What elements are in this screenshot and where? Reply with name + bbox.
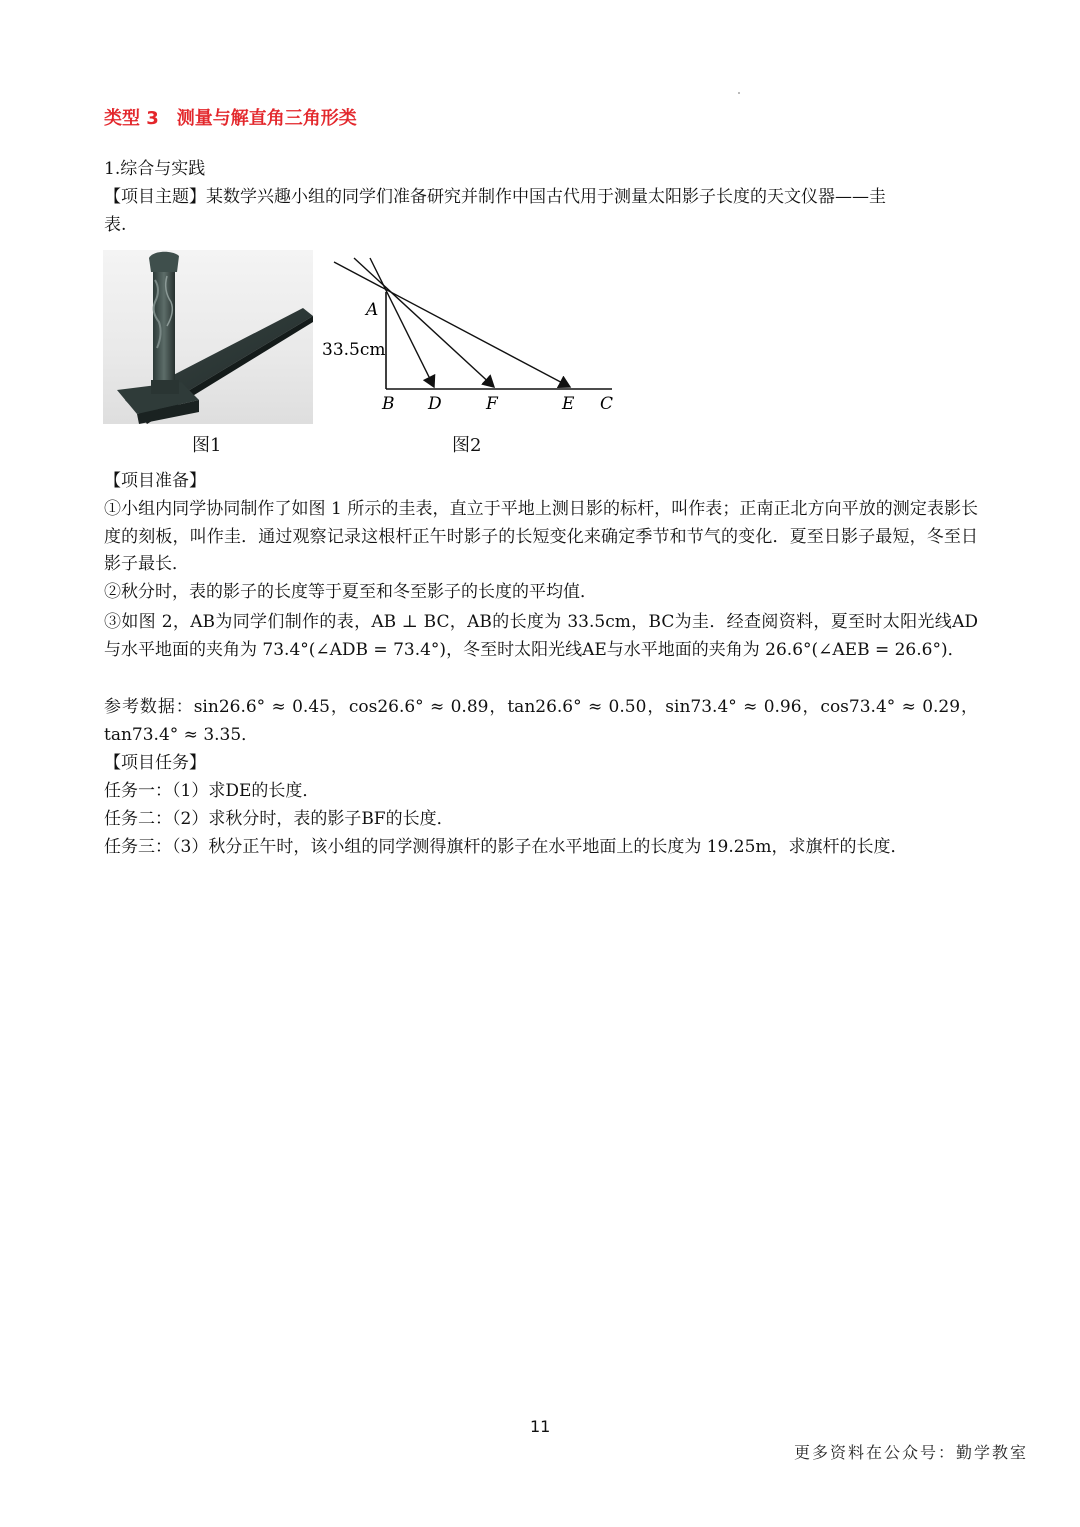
task-2: 任务二：（2）求秋分时，表的影子BF的长度． xyxy=(104,809,454,829)
tasks-heading: 【项目任务】 xyxy=(104,753,206,773)
reference-data: 参考数据：sin26.6° ≈ 0.45，cos26.6° ≈ 0.89，tan26.6° ≈ 0.50，sin73.4° ≈ 0.96，cos73.4° ≈ 0.29，tan73.4° ≈ 3.35． xyxy=(104,697,978,745)
label-e: E xyxy=(562,394,575,414)
footer-note: 更多资料在公众号：勤学教室 xyxy=(793,1443,1028,1462)
label-length: 33.5cm xyxy=(322,340,386,360)
figure-1-caption: 图1 xyxy=(192,435,222,456)
task-1: 任务一：（1）求DE的长度． xyxy=(104,781,320,801)
theme-line-2: 表. xyxy=(104,215,127,235)
label-c: C xyxy=(600,394,614,414)
theme-line-1: 【项目主题】某数学兴趣小组的同学们准备研究并制作中国古代用于测量太阳影子长度的天文仪器——圭 xyxy=(104,187,886,207)
gnomon-photo-illustration xyxy=(103,250,313,424)
preparation-item-1: ①小组内同学协同制作了如图 1 所示的圭表，直立于平地上测日影的标杆，叫作表；正南正北方向平放的测定表影长度的刻板，叫作圭．通过观察记录这根杆正午时影子的长短变化来确定季节和节气的变化．夏至日影子最短，冬至日影子最长． xyxy=(104,499,978,574)
figure-1-photo xyxy=(103,250,313,424)
ray-ae xyxy=(334,262,570,387)
label-f: F xyxy=(486,394,498,414)
label-a: A xyxy=(366,300,379,320)
page-number: 11 xyxy=(530,1417,551,1436)
label-b: B xyxy=(382,394,395,414)
figure-2-diagram xyxy=(318,252,618,422)
preparation-item-2: ②秋分时，表的影子的长度等于夏至和冬至影子的长度的平均值． xyxy=(104,582,597,602)
label-d: D xyxy=(428,394,442,414)
problem-title: 1.综合与实践 xyxy=(104,159,206,179)
figure-2-caption: 图2 xyxy=(452,435,482,456)
speck xyxy=(738,92,740,94)
preparation-heading: 【项目准备】 xyxy=(104,471,206,491)
section-heading: 类型 3 测量与解直角三角形类 xyxy=(104,108,357,129)
task-3: 任务三：（3）秋分正午时，该小组的同学测得旗杆的影子在水平地面上的长度为 19.25m，求旗杆的长度． xyxy=(104,837,908,857)
preparation-item-3: ③如图 2，AB为同学们制作的表，AB ⊥ BC，AB的长度为 33.5cm，BC为圭．经查阅资料，夏至时太阳光线AD与水平地面的夹角为 73.4°(∠ADB = 73.4°)，冬至时太阳光线AE与水平地面的夹角为 26.6°(∠AEB = 26.6°)． xyxy=(104,612,978,660)
